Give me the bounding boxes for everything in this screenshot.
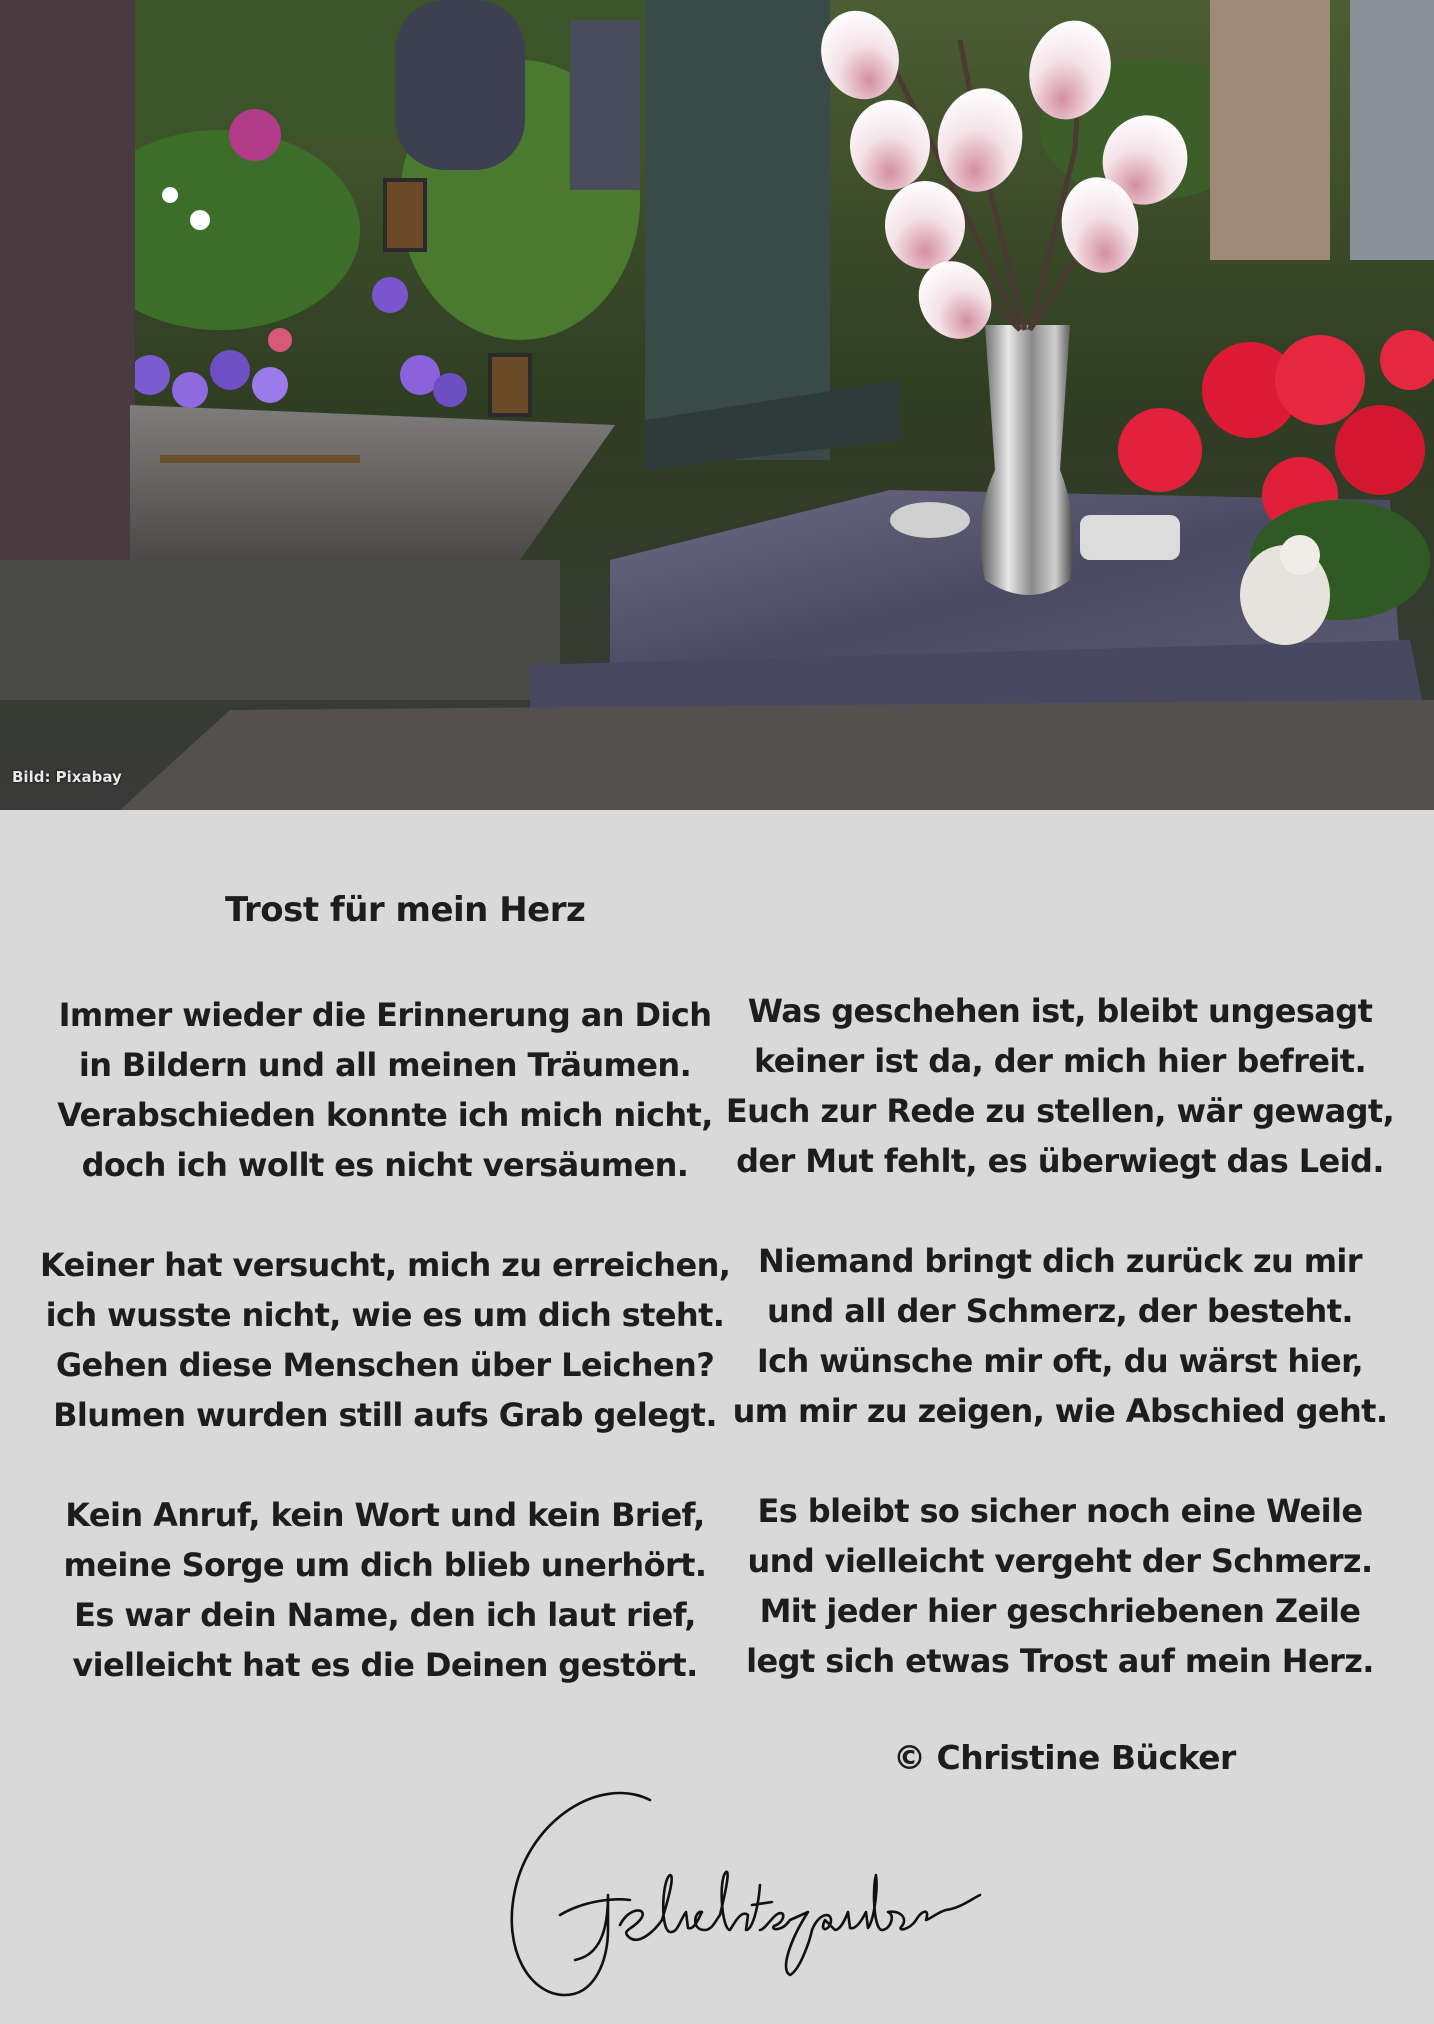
poem-line: Was geschehen ist, bleibt ungesagt <box>747 992 1373 1030</box>
poem-line: um mir zu zeigen, wie Abschied geht. <box>732 1392 1388 1430</box>
cemetery-photo <box>0 0 1434 810</box>
poem-line: vielleicht hat es die Deinen gestört. <box>72 1646 698 1684</box>
stanza <box>715 1486 1405 1686</box>
poem-line: und vielleicht vergeht der Schmerz. <box>747 1542 1373 1580</box>
poem-line: Verabschieden konnte ich mich nicht, <box>57 1096 713 1134</box>
photo-credit: Bild: Pixabay <box>12 768 122 786</box>
poem-line: legt sich etwas Trost auf mein Herz. <box>746 1642 1374 1680</box>
gedichtezauber-signature-logo <box>490 1780 1010 2020</box>
poem-line: und all der Schmerz, der besteht. <box>767 1292 1353 1330</box>
poem-line: Es war dein Name, den ich laut rief, <box>74 1596 696 1634</box>
poem-line: Mit jeder hier geschriebenen Zeile <box>759 1592 1361 1630</box>
poem-line: der Mut fehlt, es überwiegt das Leid. <box>736 1142 1384 1180</box>
poem-column-right <box>715 986 1405 1736</box>
stanza <box>40 1490 730 1690</box>
stanza <box>715 1236 1405 1436</box>
stanza <box>715 986 1405 1186</box>
poem-column-left <box>40 990 730 1740</box>
poem-line: in Bildern und all meinen Träumen. <box>78 1046 692 1084</box>
poem-line: Gehen diese Menschen über Leichen? <box>55 1346 715 1384</box>
poem-line: Kein Anruf, kein Wort und kein Brief, <box>65 1496 705 1534</box>
poem-line: doch ich wollt es nicht versäumen. <box>81 1146 689 1184</box>
poem-line: meine Sorge um dich blieb unerhört. <box>63 1546 707 1584</box>
poem-title: Trost für mein Herz <box>225 890 586 930</box>
poem-line: Blumen wurden still aufs Grab gelegt. <box>53 1396 717 1434</box>
stanza <box>40 1240 730 1440</box>
poem-line: Niemand bringt dich zurück zu mir <box>758 1242 1362 1280</box>
poem-line: ich wusste nicht, wie es um dich steht. <box>45 1296 725 1334</box>
poem-line: Ich wünsche mir oft, du wärst hier, <box>756 1342 1364 1380</box>
poem-line: Es bleibt so sicher noch eine Weile <box>757 1492 1363 1530</box>
poem-line: Immer wieder die Erinnerung an Dich <box>58 996 712 1034</box>
poem-line: Keiner hat versucht, mich zu erreichen, <box>40 1246 731 1284</box>
poem-line: keiner ist da, der mich hier befreit. <box>753 1042 1367 1080</box>
header-photo <box>0 0 1434 810</box>
poem-line: Euch zur Rede zu stellen, wär gewagt, <box>725 1092 1395 1130</box>
stanza <box>40 990 730 1190</box>
copyright-author: © Christine Bücker <box>893 1738 1236 1777</box>
